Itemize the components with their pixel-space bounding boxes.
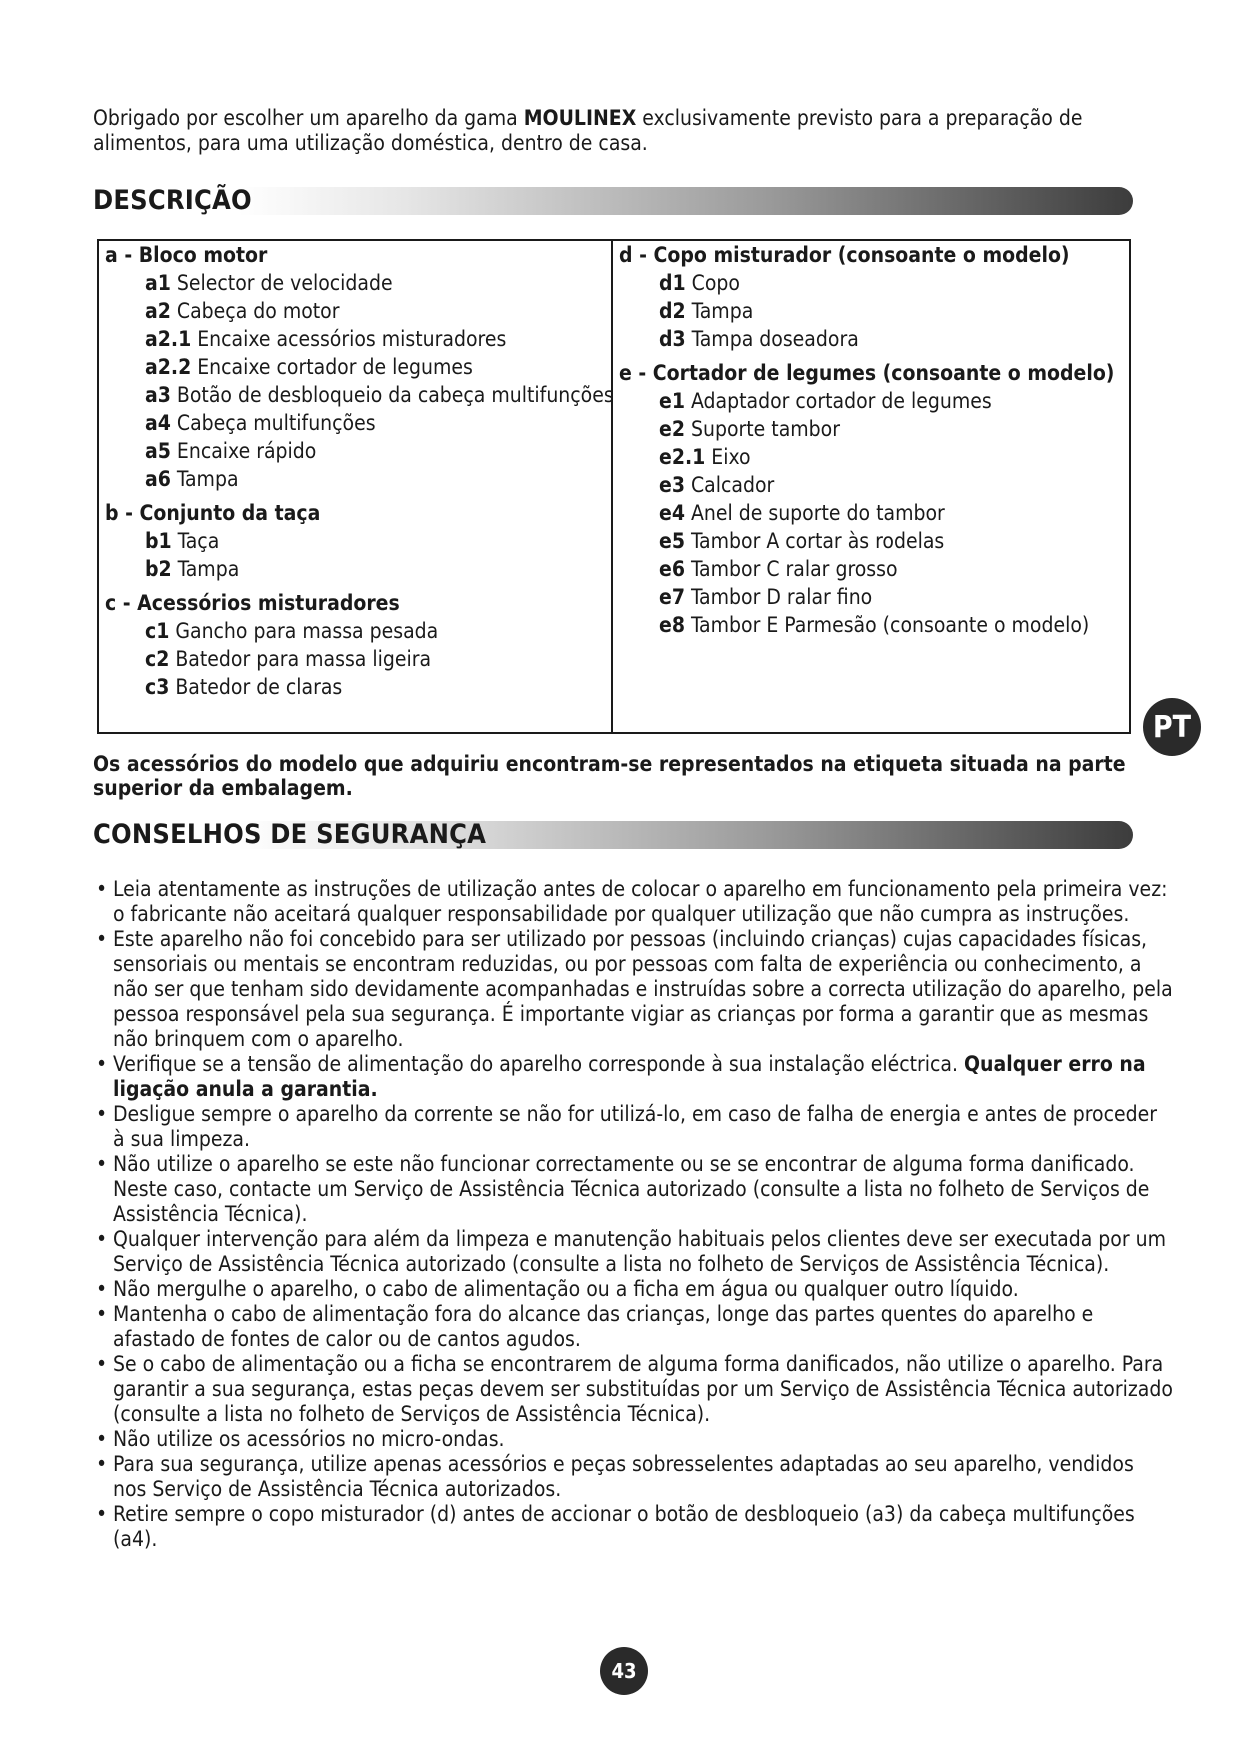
item-text: Tampa xyxy=(176,467,239,491)
item-code: e4 xyxy=(659,501,685,525)
description-item xyxy=(105,645,605,673)
description-item xyxy=(619,583,1124,611)
item-text: Gancho para massa pesada xyxy=(175,619,439,643)
item-text: Batedor de claras xyxy=(175,675,343,699)
safety-title: CONSELHOS DE SEGURANÇA xyxy=(93,819,487,850)
safety-item-text: Leia atentamente as instruções de utilização antes de colocar o aparelho em funcionamento pela primeira vez: o fabricante não aceitará qualquer responsabilidade por qualquer utilização que não cumpra as instruções. xyxy=(113,877,1168,926)
safety-heading xyxy=(93,817,1133,850)
safety-item xyxy=(93,1277,1173,1302)
description-item xyxy=(619,611,1124,639)
description-left-column xyxy=(105,241,614,701)
intro-text-before: Obrigado por escolher um aparelho da gama xyxy=(93,106,524,130)
item-text: Encaixe acessórios misturadores xyxy=(197,327,507,351)
safety-item xyxy=(93,1227,1173,1277)
column-divider xyxy=(611,241,613,732)
safety-item xyxy=(93,1152,1173,1227)
description-group-label: d - Copo misturador (consoante o modelo) xyxy=(619,243,1070,267)
item-code: d2 xyxy=(659,299,686,323)
safety-item-text: Não mergulhe o aparelho, o cabo de alimentação ou a ficha em água ou qualquer outro líquido. xyxy=(113,1277,1019,1301)
safety-item-text: Não utilize o aparelho se este não funcionar correctamente ou se se encontrar de alguma forma danificado. Neste caso, contacte um Serviço de Assistência Técnica autorizado (consulte a lista no folheto de Serviços de Assistência Técnica). xyxy=(113,1152,1150,1226)
description-item xyxy=(105,527,605,555)
item-code: c1 xyxy=(145,619,170,643)
description-box xyxy=(97,239,1131,734)
item-text: Anel de suporte do tambor xyxy=(690,501,945,525)
safety-item-text: Retire sempre o copo misturador (d) antes de accionar o botão de desbloqueio (a3) da cabeça multifunções (a4). xyxy=(113,1502,1135,1551)
item-code: e5 xyxy=(659,529,685,553)
safety-item xyxy=(93,1052,1173,1102)
intro-paragraph xyxy=(93,106,1143,156)
item-text: Tambor C ralar grosso xyxy=(690,557,898,581)
item-code: d1 xyxy=(659,271,686,295)
item-text: Tampa doseadora xyxy=(691,327,859,351)
description-heading xyxy=(93,183,1133,216)
safety-item-text: Verifique se a tensão de alimentação do aparelho corresponde à sua instalação eléctrica. xyxy=(113,1052,964,1076)
item-code: e1 xyxy=(659,389,685,413)
description-item xyxy=(105,617,605,645)
item-text: Botão de desbloqueio da cabeça multifunções xyxy=(176,383,614,407)
item-code: a2 xyxy=(145,299,171,323)
description-group-label: b - Conjunto da taça xyxy=(105,501,321,525)
description-item xyxy=(619,325,1124,353)
description-item xyxy=(619,471,1124,499)
item-code: b1 xyxy=(145,529,172,553)
item-text: Eixo xyxy=(711,445,751,469)
description-group-label: c - Acessórios misturadores xyxy=(105,591,400,615)
safety-item xyxy=(93,1302,1173,1352)
item-code: c2 xyxy=(145,647,170,671)
page-number: 43 xyxy=(600,1647,648,1695)
accessories-note: Os acessórios do modelo que adquiriu encontram-se representados na etiqueta situada na parte superior da embalagem. xyxy=(93,752,1126,800)
item-code: a4 xyxy=(145,411,171,435)
description-item xyxy=(105,381,614,409)
item-text: Tambor A cortar às rodelas xyxy=(690,529,945,553)
item-code: a6 xyxy=(145,467,171,491)
safety-item-text: Não utilize os acessórios no micro-ondas. xyxy=(113,1427,505,1451)
item-code: a2.1 xyxy=(145,327,192,351)
description-item xyxy=(105,325,605,353)
description-group-label: a - Bloco motor xyxy=(105,243,268,267)
item-code: b2 xyxy=(145,557,172,581)
description-item xyxy=(105,269,605,297)
item-text: Selector de velocidade xyxy=(176,271,393,295)
description-item xyxy=(105,353,605,381)
item-text: Cabeça do motor xyxy=(176,299,340,323)
intro-text-after: exclusivamente previsto para a preparação de alimentos, para uma utilização doméstica, dentro de casa. xyxy=(93,106,1083,155)
safety-item-text: Para sua segurança, utilize apenas acessórios e peças sobresselentes adaptadas ao seu aparelho, vendidos nos Serviço de Assistência Técnica autorizados. xyxy=(113,1452,1134,1501)
item-code: e3 xyxy=(659,473,685,497)
safety-item-text: Desligue sempre o aparelho da corrente se não for utilizá-lo, em caso de falha de energia e antes de proceder à sua limpeza. xyxy=(113,1102,1158,1151)
description-item xyxy=(619,415,1124,443)
item-code: e8 xyxy=(659,613,685,637)
description-right-column xyxy=(619,241,1124,639)
safety-item xyxy=(93,1427,1173,1452)
item-code: e2.1 xyxy=(659,445,706,469)
item-text: Tampa xyxy=(691,299,754,323)
safety-item-emphasis: Qualquer erro na ligação anula a garantia. xyxy=(113,1052,1146,1101)
item-code: e2 xyxy=(659,417,685,441)
item-code: a2.2 xyxy=(145,355,192,379)
item-code: e6 xyxy=(659,557,685,581)
description-item xyxy=(105,555,605,583)
item-text: Batedor para massa ligeira xyxy=(175,647,432,671)
description-item xyxy=(105,297,605,325)
description-item xyxy=(619,499,1124,527)
description-item xyxy=(619,297,1124,325)
description-item xyxy=(619,269,1124,297)
description-group-label: e - Cortador de legumes (consoante o modelo) xyxy=(619,361,1115,385)
item-code: e7 xyxy=(659,585,685,609)
description-item xyxy=(619,527,1124,555)
item-text: Tambor D ralar fino xyxy=(690,585,873,609)
item-code: c3 xyxy=(145,675,170,699)
item-text: Tambor E Parmesão (consoante o modelo) xyxy=(690,613,1090,637)
item-text: Suporte tambor xyxy=(690,417,840,441)
item-text: Copo xyxy=(691,271,740,295)
safety-item xyxy=(93,1452,1173,1502)
description-item xyxy=(105,673,605,701)
item-text: Calcador xyxy=(690,473,775,497)
description-item xyxy=(105,437,605,465)
safety-item-text: Qualquer intervenção para além da limpeza e manutenção habituais pelos clientes deve ser executada por um Serviço de Assistência Técnica autorizado (consulte a lista no folheto de Serviços de Assistência Técnica). xyxy=(113,1227,1166,1276)
safety-item xyxy=(93,927,1173,1052)
description-item xyxy=(105,465,605,493)
brand-name: MOULINEX xyxy=(523,106,637,130)
item-text: Taça xyxy=(177,529,220,553)
item-text: Cabeça multifunções xyxy=(176,411,376,435)
safety-item-text: Mantenha o cabo de alimentação fora do alcance das crianças, longe das partes quentes do aparelho e afastado de fontes de calor ou de cantos agudos. xyxy=(113,1302,1094,1351)
item-code: a5 xyxy=(145,439,171,463)
safety-item-text: Se o cabo de alimentação ou a ficha se encontrarem de alguma forma danificados, não utilize o aparelho. Para garantir a sua segurança, estas peças devem ser substituídas por um Serviço de Assistência Técnica autorizado (consulte a lista no folheto de Serviços de Assistência Técnica). xyxy=(113,1352,1173,1426)
safety-item xyxy=(93,1502,1173,1552)
description-item xyxy=(619,555,1124,583)
item-text: Tampa xyxy=(177,557,240,581)
description-item xyxy=(619,387,1124,415)
description-item xyxy=(105,409,605,437)
safety-item xyxy=(93,1102,1173,1152)
safety-item xyxy=(93,877,1173,927)
item-text: Encaixe rápido xyxy=(176,439,317,463)
item-code: a1 xyxy=(145,271,171,295)
description-title: DESCRIÇÃO xyxy=(93,185,252,216)
safety-item-text: Este aparelho não foi concebido para ser utilizado por pessoas (incluindo crianças) cujas capacidades físicas, sensoriais ou mentais se encontram reduzidas, ou por pessoas com falta de experiência ou conhecimento, a não ser que tenham sido devidamente acompanhadas e instruídas sobre a correcta utilização do aparelho, pela pessoa responsável pela sua segurança. É importante vigiar as crianças por forma a garantir que as mesmas não brinquem com o aparelho. xyxy=(113,927,1173,1051)
description-item xyxy=(619,443,1124,471)
item-code: a3 xyxy=(145,383,171,407)
item-text: Encaixe cortador de legumes xyxy=(197,355,473,379)
language-badge: PT xyxy=(1143,698,1201,756)
item-text: Adaptador cortador de legumes xyxy=(690,389,992,413)
item-code: d3 xyxy=(659,327,686,351)
safety-list xyxy=(93,877,1173,1552)
safety-item xyxy=(93,1352,1173,1427)
